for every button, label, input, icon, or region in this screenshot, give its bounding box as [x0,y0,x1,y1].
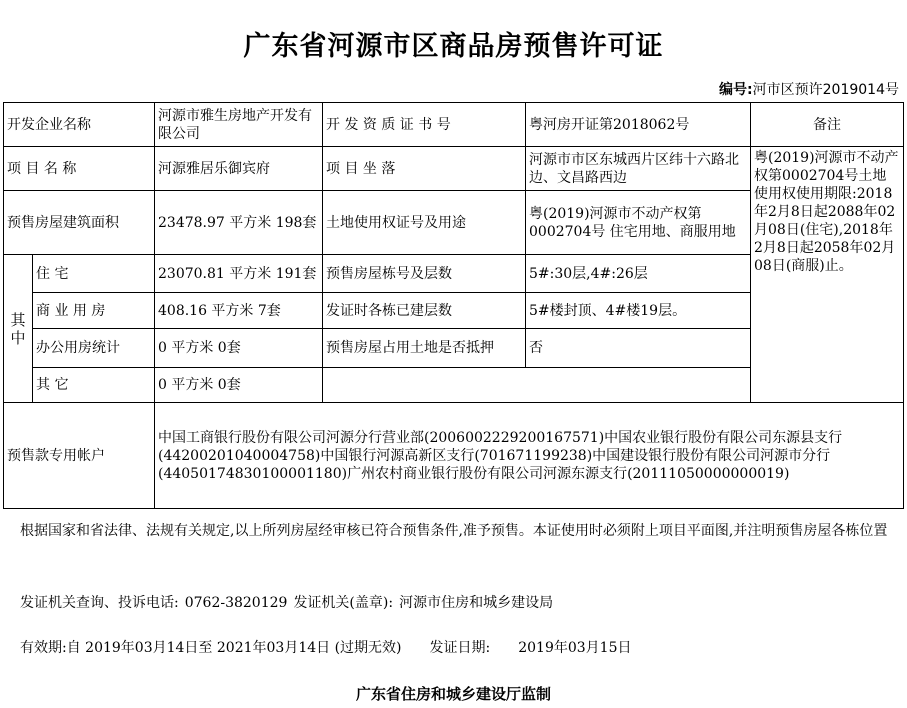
office-value: 0 平方米 0套 [155,329,323,368]
authority-value: 河源市住房和城乡建设局 [399,595,554,611]
validity-line [20,637,632,657]
certificate-table [3,102,904,509]
built-label: 发证时各栋已建层数 [323,293,526,329]
building-label: 预售房屋栋号及层数 [323,255,526,293]
building-value: 5#:30层,4#:26层 [526,255,751,293]
remark-header: 备注 [751,103,904,147]
statement-paragraph: 根据国家和省法律、法规有关规定,以上所列房屋经审核已符合预售条件,准予预售。本证使用时必须附上项目平面图,并注明预售房屋各栋位置 [20,523,888,539]
mortgage-value: 否 [526,329,751,368]
issue-date-value: 2019年03月15日 [518,640,632,656]
number-value: 河市区预许2019014号 [752,82,899,98]
developer-value: 河源市雅生房地产开发有限公司 [155,103,323,147]
remark-text: 粤(2019)河源市不动产权第0002704号土地使用权使用期限:2018年2月8日起2088年02月08日(住宅),2018年2月8日起2058年02月08日(商服)止。 [751,147,904,403]
office-label: 办公用房统计 [33,329,155,368]
document-title: 广东省河源市区商品房预售许可证 [243,31,664,62]
authority-label: 发证机关(盖章): [293,595,394,611]
certificate-number [719,79,899,99]
commercial-value: 408.16 平方米 7套 [155,293,323,329]
other-value: 0 平方米 0套 [155,368,323,403]
row-account [4,403,904,509]
phone-label: 发证机关查询、投诉电话: [20,595,179,611]
qizhong-label [4,255,33,403]
cert-label: 开 发 资 质 证 书 号 [323,103,526,147]
account-value: 中国工商银行股份有限公司河源分行营业部(2006002229200167571)中国农业银行股份有限公司东源县支行(44200201040004758)中国银行河源高新区支行(701671199238)中国建设银行股份有限公司河源市分行(44050174830100001180)广州农村商业银行股份有限公司河源东源支行(20111050000000019) [155,403,904,509]
validity-value: 自 2019年03月14日至 2021年03月14日 (过期无效) [66,640,402,656]
issue-date-label: 发证日期: [429,640,491,656]
qizhong-char-1: 其 [10,310,26,329]
project-name-label: 项 目 名 称 [4,147,155,191]
qizhong-char-2: 中 [10,328,26,347]
number-label: 编号: [719,82,753,98]
residential-value: 23070.81 平方米 191套 [155,255,323,293]
commercial-label: 商 业 用 房 [33,293,155,329]
other-blank [323,368,751,403]
built-value: 5#楼封顶、4#楼19层。 [526,293,751,329]
row-developer [4,103,904,147]
account-label: 预售款专用帐户 [4,403,155,509]
land-cert-label: 土地使用权证号及用途 [323,191,526,255]
presale-area-label: 预售房屋建筑面积 [4,191,155,255]
contact-line [20,592,553,612]
developer-label: 开发企业名称 [4,103,155,147]
land-cert-value: 粤(2019)河源市不动产权第0002704号 住宅用地、商服用地 [526,191,751,255]
residential-label: 住 宅 [33,255,155,293]
mortgage-label: 预售房屋占用土地是否抵押 [323,329,526,368]
project-location-value: 河源市市区东城西片区纬十六路北边、文昌路西边 [526,147,751,191]
presale-area-value: 23478.97 平方米 198套 [155,191,323,255]
validity-label: 有效期: [20,640,67,656]
project-name-value: 河源雅居乐御宾府 [155,147,323,191]
project-location-label: 项 目 坐 落 [323,147,526,191]
phone-value: 0762-3820129 [184,595,288,611]
cert-value: 粤河房开证第2018062号 [526,103,751,147]
other-label: 其 它 [33,368,155,403]
row-project [4,147,904,191]
supervisor-footer: 广东省住房和城乡建设厅监制 [355,685,551,703]
